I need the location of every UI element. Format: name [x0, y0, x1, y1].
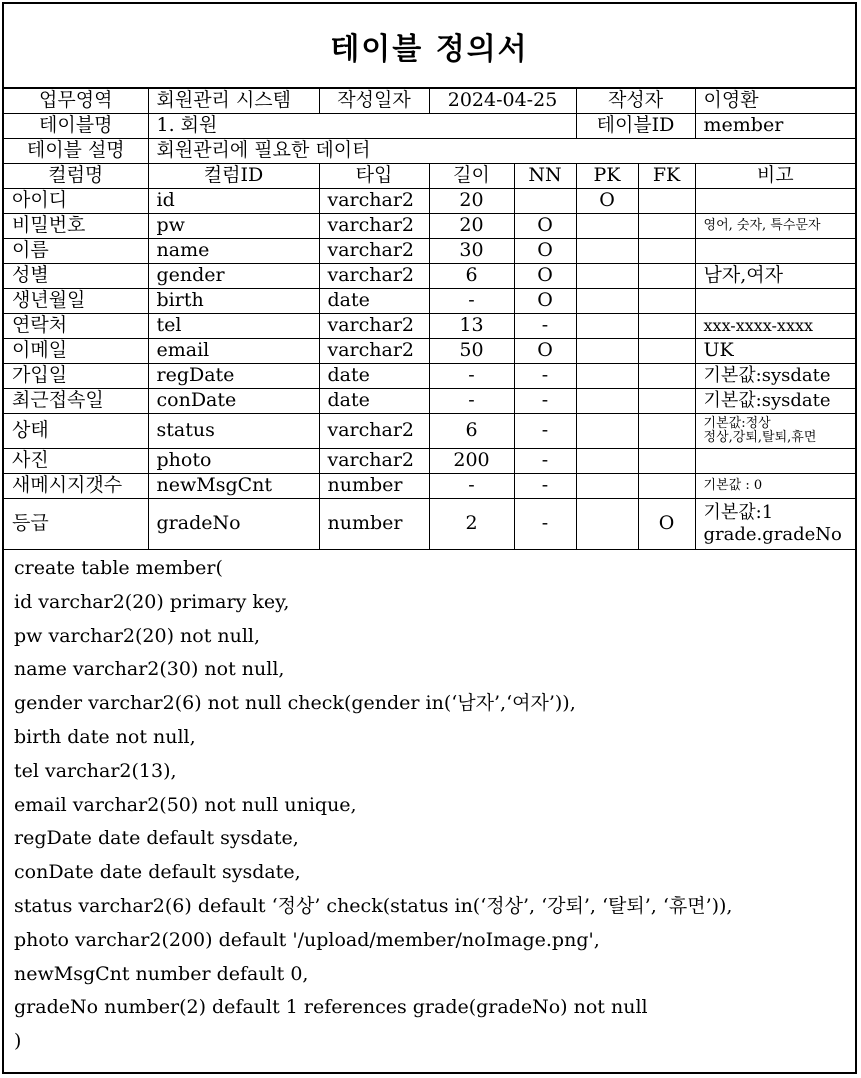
- column-pk: O: [576, 189, 638, 214]
- column-fk: [638, 474, 695, 499]
- table-id-value: member: [695, 114, 855, 139]
- column-length: 6: [429, 264, 514, 289]
- column-note: UK: [695, 339, 855, 364]
- column-fk: [638, 314, 695, 339]
- column-id: conDate: [148, 389, 319, 414]
- column-type: varchar2: [319, 414, 429, 449]
- table-row: [4, 474, 855, 499]
- header-note: 비고: [695, 164, 855, 189]
- page-title: 테이블 정의서: [4, 4, 855, 89]
- column-nn: O: [514, 339, 576, 364]
- sql-line: email varchar2(50) not null unique,: [14, 793, 357, 816]
- table-desc-label: 테이블 설명: [4, 139, 148, 164]
- column-name: 가입일: [4, 364, 148, 389]
- column-length: -: [429, 289, 514, 314]
- column-length: -: [429, 364, 514, 389]
- column-fk: [638, 239, 695, 264]
- column-type: varchar2: [319, 264, 429, 289]
- column-pk: [576, 264, 638, 289]
- column-type: number: [319, 474, 429, 499]
- column-note: 남자,여자: [695, 264, 855, 289]
- table-desc-value: 회원관리에 필요한 데이터: [148, 139, 855, 164]
- column-type: varchar2: [319, 449, 429, 474]
- column-note-line: 기본값:정상: [703, 415, 771, 431]
- column-fk: [638, 289, 695, 314]
- column-pk: [576, 314, 638, 339]
- sql-line: pw varchar2(20) not null,: [14, 624, 261, 647]
- column-note: [695, 499, 855, 550]
- column-nn: -: [514, 364, 576, 389]
- date-value: 2024-04-25: [429, 89, 576, 114]
- header-fk: FK: [638, 164, 695, 189]
- column-type: varchar2: [319, 214, 429, 239]
- definition-table: [4, 89, 855, 550]
- header-col-id: 컬럼ID: [148, 164, 319, 189]
- table-row: [4, 414, 855, 449]
- column-pk: [576, 414, 638, 449]
- table-row: [4, 289, 855, 314]
- table-row: [4, 499, 855, 550]
- column-note: 기본값:sysdate: [695, 389, 855, 414]
- column-type: varchar2: [319, 314, 429, 339]
- column-nn: O: [514, 239, 576, 264]
- column-length: 30: [429, 239, 514, 264]
- column-id: pw: [148, 214, 319, 239]
- sql-line: status varchar2(6) default ‘정상’ check(status in(‘정상’, ‘강퇴’, ‘탈퇴’, ‘휴면’)),: [14, 894, 733, 917]
- column-fk: [638, 264, 695, 289]
- table-row: [4, 239, 855, 264]
- date-label: 작성일자: [319, 89, 429, 114]
- column-id: birth: [148, 289, 319, 314]
- table-row: [4, 389, 855, 414]
- table-row: [4, 339, 855, 364]
- create-table-sql: [4, 550, 855, 1059]
- table-name-label: 테이블명: [4, 114, 148, 139]
- column-length: 20: [429, 189, 514, 214]
- column-note: 영어, 숫자, 특수문자: [695, 214, 855, 239]
- sql-line: tel varchar2(13),: [14, 759, 177, 782]
- header-row: [4, 164, 855, 189]
- work-area-value: 회원관리 시스템: [148, 89, 319, 114]
- info-row-3: [4, 139, 855, 164]
- column-note: xxx-xxxx-xxxx: [695, 314, 855, 339]
- table-definition-sheet: [2, 2, 857, 1074]
- column-fk: [638, 339, 695, 364]
- column-pk: [576, 499, 638, 550]
- column-type: date: [319, 364, 429, 389]
- column-nn: -: [514, 499, 576, 550]
- column-nn: [514, 189, 576, 214]
- column-note: [695, 289, 855, 314]
- column-nn: -: [514, 414, 576, 449]
- info-row-1: [4, 89, 855, 114]
- column-note: [695, 414, 855, 449]
- column-pk: [576, 339, 638, 364]
- column-name: 새메시지갯수: [4, 474, 148, 499]
- column-length: 50: [429, 339, 514, 364]
- column-pk: [576, 449, 638, 474]
- sql-line: regDate date default sysdate,: [14, 827, 299, 850]
- sql-line: gender varchar2(6) not null check(gender in(‘남자’,‘여자’)),: [14, 692, 576, 715]
- sql-line: ): [14, 1030, 22, 1053]
- column-name: 상태: [4, 414, 148, 449]
- column-id: tel: [148, 314, 319, 339]
- column-name: 비밀번호: [4, 214, 148, 239]
- column-fk: [638, 414, 695, 449]
- sql-line: create table member(: [14, 557, 223, 579]
- column-pk: [576, 364, 638, 389]
- header-col-name: 컬럼명: [4, 164, 148, 189]
- column-name: 이름: [4, 239, 148, 264]
- column-note: [695, 449, 855, 474]
- column-nn: -: [514, 389, 576, 414]
- table-row: [4, 314, 855, 339]
- column-type: date: [319, 289, 429, 314]
- column-length: 20: [429, 214, 514, 239]
- column-nn: -: [514, 474, 576, 499]
- column-id: newMsgCnt: [148, 474, 319, 499]
- sql-line: birth date not null,: [14, 725, 196, 748]
- table-id-label: 테이블ID: [576, 114, 695, 139]
- column-length: -: [429, 474, 514, 499]
- column-id: photo: [148, 449, 319, 474]
- column-note: [695, 189, 855, 214]
- column-type: number: [319, 499, 429, 550]
- column-name: 생년월일: [4, 289, 148, 314]
- author-label: 작성자: [576, 89, 695, 114]
- header-length: 길이: [429, 164, 514, 189]
- sql-line: id varchar2(20) primary key,: [14, 590, 290, 613]
- column-id: gradeNo: [148, 499, 319, 550]
- sql-line: name varchar2(30) not null,: [14, 658, 285, 681]
- column-name: 등급: [4, 499, 148, 550]
- column-nn: -: [514, 314, 576, 339]
- column-type: date: [319, 389, 429, 414]
- author-value: 이영환: [695, 89, 855, 114]
- column-length: -: [429, 389, 514, 414]
- column-fk: [638, 189, 695, 214]
- column-note: 기본값 : 0: [695, 474, 855, 499]
- column-length: 13: [429, 314, 514, 339]
- table-row: [4, 214, 855, 239]
- column-name: 연락처: [4, 314, 148, 339]
- column-id: id: [148, 189, 319, 214]
- sql-line: gradeNo number(2) default 1 references grade(gradeNo) not null: [14, 996, 648, 1019]
- column-id: email: [148, 339, 319, 364]
- column-pk: [576, 474, 638, 499]
- column-fk: [638, 449, 695, 474]
- column-nn: -: [514, 449, 576, 474]
- column-id: regDate: [148, 364, 319, 389]
- column-note: 기본값:sysdate: [695, 364, 855, 389]
- column-type: varchar2: [319, 239, 429, 264]
- column-length: 2: [429, 499, 514, 550]
- column-pk: [576, 389, 638, 414]
- column-name: 최근접속일: [4, 389, 148, 414]
- column-fk: [638, 214, 695, 239]
- column-name: 사진: [4, 449, 148, 474]
- column-fk: O: [638, 499, 695, 550]
- column-note: [695, 239, 855, 264]
- header-pk: PK: [576, 164, 638, 189]
- header-type: 타입: [319, 164, 429, 189]
- work-area-label: 업무영역: [4, 89, 148, 114]
- table-row: [4, 189, 855, 214]
- table-row: [4, 449, 855, 474]
- table-name-value: 1. 회원: [148, 114, 576, 139]
- column-id: name: [148, 239, 319, 264]
- table-row: [4, 264, 855, 289]
- column-id: gender: [148, 264, 319, 289]
- column-name: 아이디: [4, 189, 148, 214]
- column-fk: [638, 364, 695, 389]
- column-name: 이메일: [4, 339, 148, 364]
- column-pk: [576, 239, 638, 264]
- column-pk: [576, 214, 638, 239]
- column-nn: O: [514, 289, 576, 314]
- column-nn: O: [514, 214, 576, 239]
- column-type: varchar2: [319, 189, 429, 214]
- column-fk: [638, 389, 695, 414]
- column-length: 6: [429, 414, 514, 449]
- column-length: 200: [429, 449, 514, 474]
- table-row: [4, 364, 855, 389]
- column-note-line: 정상,강퇴,탈퇴,휴면: [703, 430, 817, 445]
- sql-line: conDate date default sysdate,: [14, 861, 301, 884]
- column-name: 성별: [4, 264, 148, 289]
- column-nn: O: [514, 264, 576, 289]
- sql-line: newMsgCnt number default 0,: [14, 962, 309, 985]
- info-row-2: [4, 114, 855, 139]
- column-type: varchar2: [319, 339, 429, 364]
- column-note-line: grade.gradeNo: [703, 524, 842, 545]
- column-note-line: 기본값:1: [703, 501, 774, 523]
- header-nn: NN: [514, 164, 576, 189]
- sql-line: photo varchar2(200) default '/upload/member/noImage.png',: [14, 928, 600, 951]
- column-pk: [576, 289, 638, 314]
- column-id: status: [148, 414, 319, 449]
